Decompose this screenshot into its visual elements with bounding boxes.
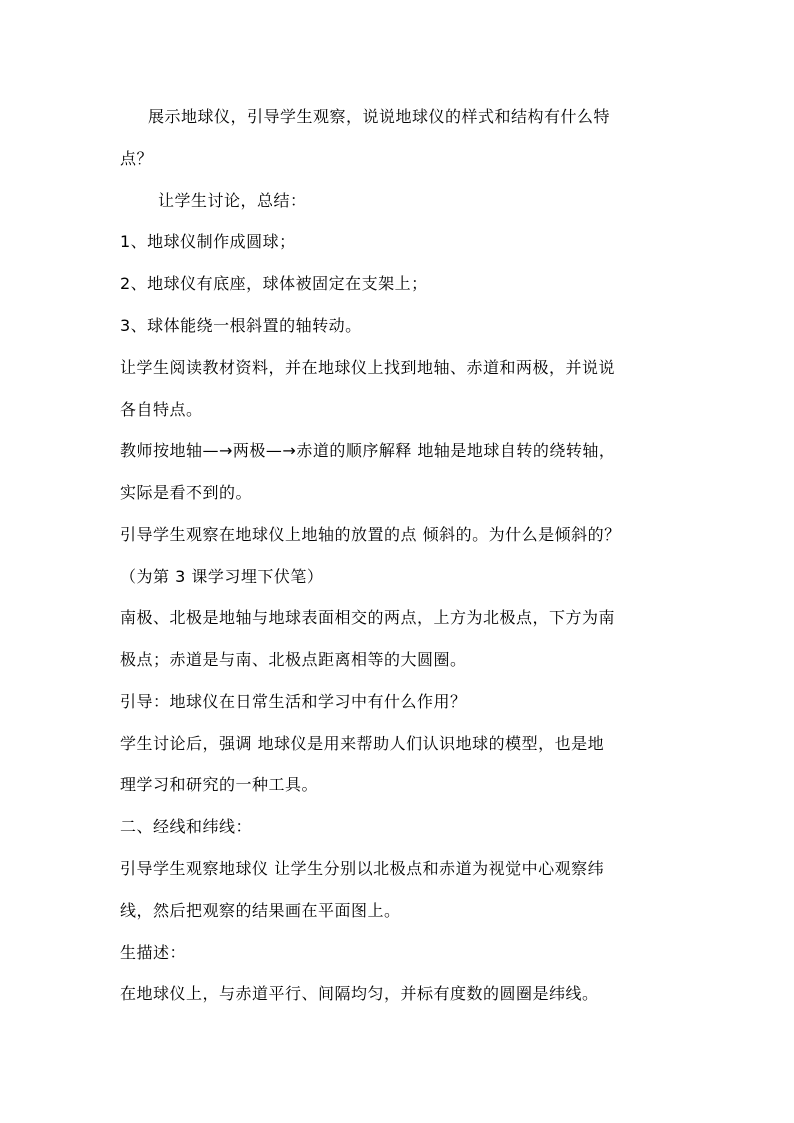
paragraph-emphasis-line-1: 学生讨论后，强调 地球仪是用来帮助人们认识地球的模型，也是地	[120, 734, 605, 753]
paragraph-latitude-definition: 在地球仪上，与赤道平行、间隔均匀，并标有度数的圆圈是纬线。	[120, 984, 599, 1003]
section-heading-meridians-parallels: 二、经线和纬线：	[120, 817, 253, 836]
paragraph-emphasis-line-2: 理学习和研究的一种工具。	[120, 775, 319, 794]
paragraph-reading-line-2: 各自特点。	[120, 400, 203, 419]
paragraph-globe-intro-line-2: 点？	[120, 149, 154, 168]
paragraph-observe-latitude-line-1: 引导学生观察地球仪 让学生分别以北极点和赤道为视觉中心观察纬	[120, 859, 605, 878]
list-item-1: 1、地球仪制作成圆球；	[120, 232, 296, 251]
paragraph-teacher-explain-line-1: 教师按地轴—→两极—→赤道的顺序解释 地轴是地球自转的绕转轴，	[120, 441, 616, 460]
paragraph-axis-tilt-line-2: （为第 3 课学习埋下伏笔）	[120, 567, 324, 586]
list-item-3: 3、球体能绕一根斜置的轴转动。	[120, 316, 362, 335]
paragraph-discussion-summary: 让学生讨论，总结：	[158, 191, 307, 210]
paragraph-guide-question: 引导：地球仪在日常生活和学习中有什么作用？	[120, 692, 467, 711]
paragraph-axis-tilt-line-1: 引导学生观察在地球仪上地轴的放置的点 倾斜的。为什么是倾斜的？	[120, 525, 621, 544]
paragraph-globe-intro-line-1: 展示地球仪，引导学生观察，说说地球仪的样式和结构有什么特	[148, 107, 611, 126]
paragraph-reading-line-1: 让学生阅读教材资料，并在地球仪上找到地轴、赤道和两极，并说说	[120, 358, 616, 377]
paragraph-teacher-explain-line-2: 实际是看不到的。	[120, 483, 253, 502]
paragraph-observe-latitude-line-2: 线，然后把观察的结果画在平面图上。	[120, 901, 401, 920]
paragraph-poles-line-2: 极点；赤道是与南、北极点距离相等的大圆圈。	[120, 650, 467, 669]
paragraph-student-describe: 生描述：	[120, 943, 187, 962]
paragraph-poles-line-1: 南极、北极是地轴与地球表面相交的两点，上方为北极点，下方为南	[120, 608, 616, 627]
list-item-2: 2、地球仪有底座，球体被固定在支架上；	[120, 274, 428, 293]
